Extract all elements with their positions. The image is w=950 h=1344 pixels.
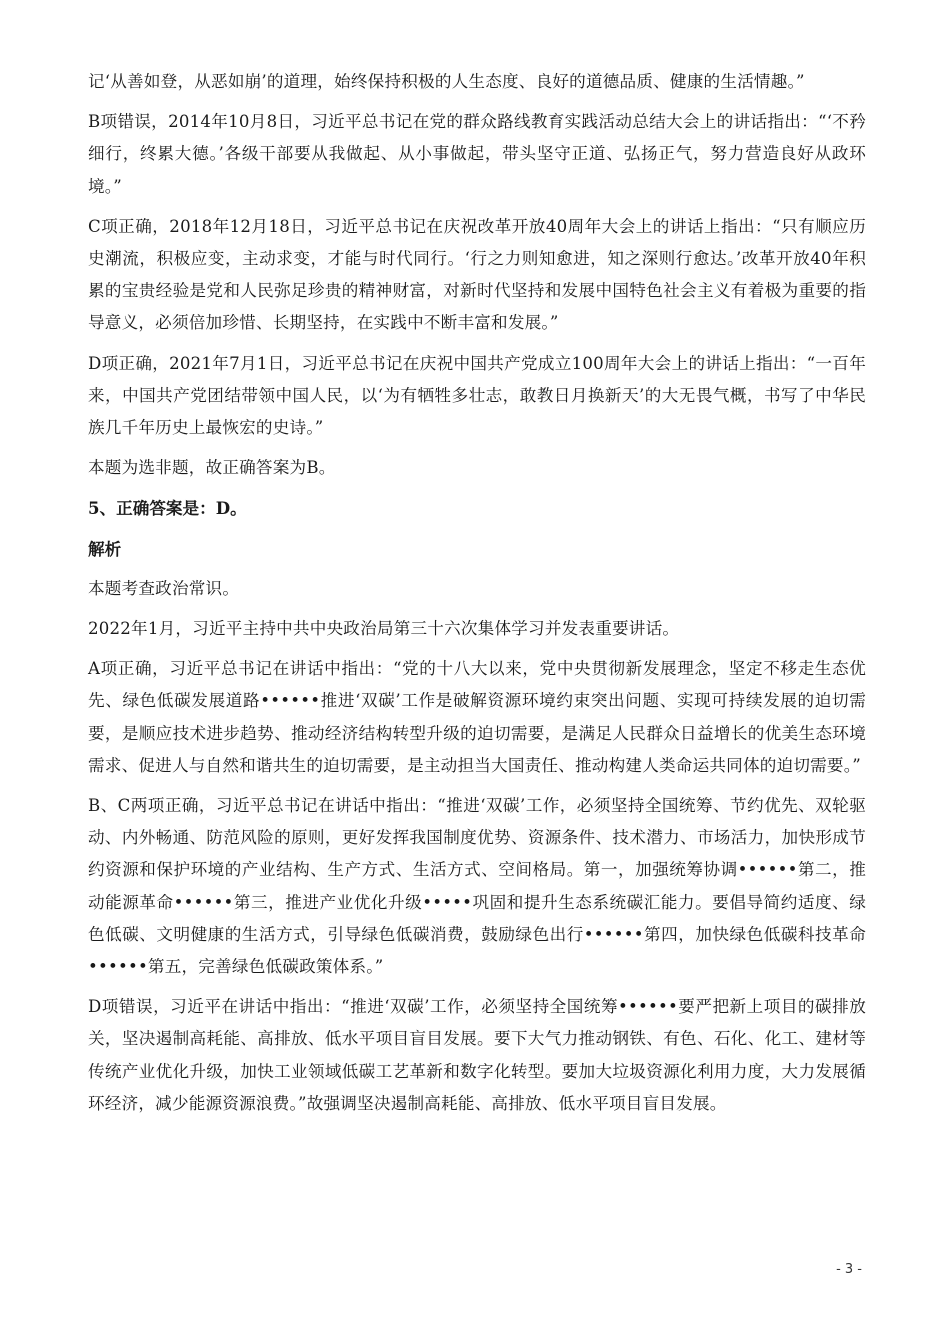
paragraph-option-b: B项错误，2014年10月8日，习近平总书记在党的群众路线教育实践活动总结大会上的讲话指出：“‘不矜细行，终累大德。’各级干部要从我做起、从小事做起，带头坚守正道、弘扬正气，努力营造良好从政环境。”: [88, 112, 866, 196]
analysis-option-bc: B、C两项正确，习近平总书记在讲话中指出：“推进‘双碳’工作，必须坚持全国统筹、节约优先、双轮驱动、内外畅通、防范风险的原则，更好发挥我国制度优势、资源条件、技术潜力、市场活力，加快形成节约资源和保护环境的产业结构、生产方式、生活方式、空间格局。第一，加强统筹协调••••••第二，推动能源革命••••••第三，推进产业优化升级•••••巩固和提升生态系统碳汇能力。要倡导简约适度、绿色低碳、文明健康的生活方式，引导绿色低碳消费，鼓励绿色出行••••••第四，加快绿色低碳科技革命••••••第五，完善绿色低碳政策体系。”: [88, 796, 866, 977]
analysis-option-d: D项错误，习近平在讲话中指出：“推进‘双碳’工作，必须坚持全国统筹••••••要严把新上项目的碳排放关，坚决遏制高耗能、高排放、低水平项目盲目发展。要下大气力推动钢铁、有色、石化、化工、建材等传统产业优化升级，加快工业领域低碳工艺革新和数字化转型。要加大垃圾资源化利用力度，大力发展循环经济，减少能源资源浪费。”故强调坚决遏制高耗能、高排放、低水平项目盲目发展。: [88, 997, 866, 1113]
paragraph-conclusion: 本题为选非题，故正确答案为B。: [88, 458, 336, 478]
answer-heading: 5、正确答案是：D。: [88, 498, 247, 519]
analysis-context: 2022年1月，习近平主持中共中央政治局第三十六次集体学习并发表重要讲话。: [88, 619, 680, 639]
document-body: [88, 66, 866, 1128]
analysis-intro: 本题考查政治常识。: [88, 578, 240, 598]
paragraph-option-d: D项正确，2021年7月1日，习近平总书记在庆祝中国共产党成立100周年大会上的讲话上指出：“一百年来，中国共产党团结带领中国人民，以‘为有牺牲多壮志，敢教日月换新天’的大无畏气概，书写了中华民族几千年历史上最恢宏的史诗。”: [88, 353, 866, 438]
analysis-option-a: A项正确，习近平总书记在讲话中指出：“党的十八大以来，党中央贯彻新发展理念，坚定不移走生态优先、绿色低碳发展道路••••••推进‘双碳’工作是破解资源环境约束突出问题、实现可持续发展的迫切需要，是顺应技术进步趋势、推动经济结构转型升级的迫切需要，是满足人民群众日益增长的优美生态环境需求、促进人与自然和谐共生的迫切需要，是主动担当大国责任、推动构建人类命运共同体的迫切需要。”: [88, 659, 866, 775]
page-number: - 3 -: [836, 1262, 862, 1277]
paragraph-continuation: 记‘从善如登，从恶如崩’的道理，始终保持积极的人生态度、良好的道德品质、健康的生活情趣。”: [88, 72, 805, 91]
analysis-heading: 解析: [88, 538, 122, 559]
paragraph-option-c: C项正确，2018年12月18日，习近平总书记在庆祝改革开放40周年大会上的讲话上指出：“只有顺应历史潮流，积极应变，主动求变，才能与时代同行。‘行之力则知愈进，知之深则行愈达。’改革开放40年积累的宝贵经验是党和人民弥足珍贵的精神财富，对新时代坚持和发展中国特色社会主义有着极为重要的指导意义，必须倍加珍惜、长期坚持，在实践中不断丰富和发展。”: [88, 216, 866, 333]
